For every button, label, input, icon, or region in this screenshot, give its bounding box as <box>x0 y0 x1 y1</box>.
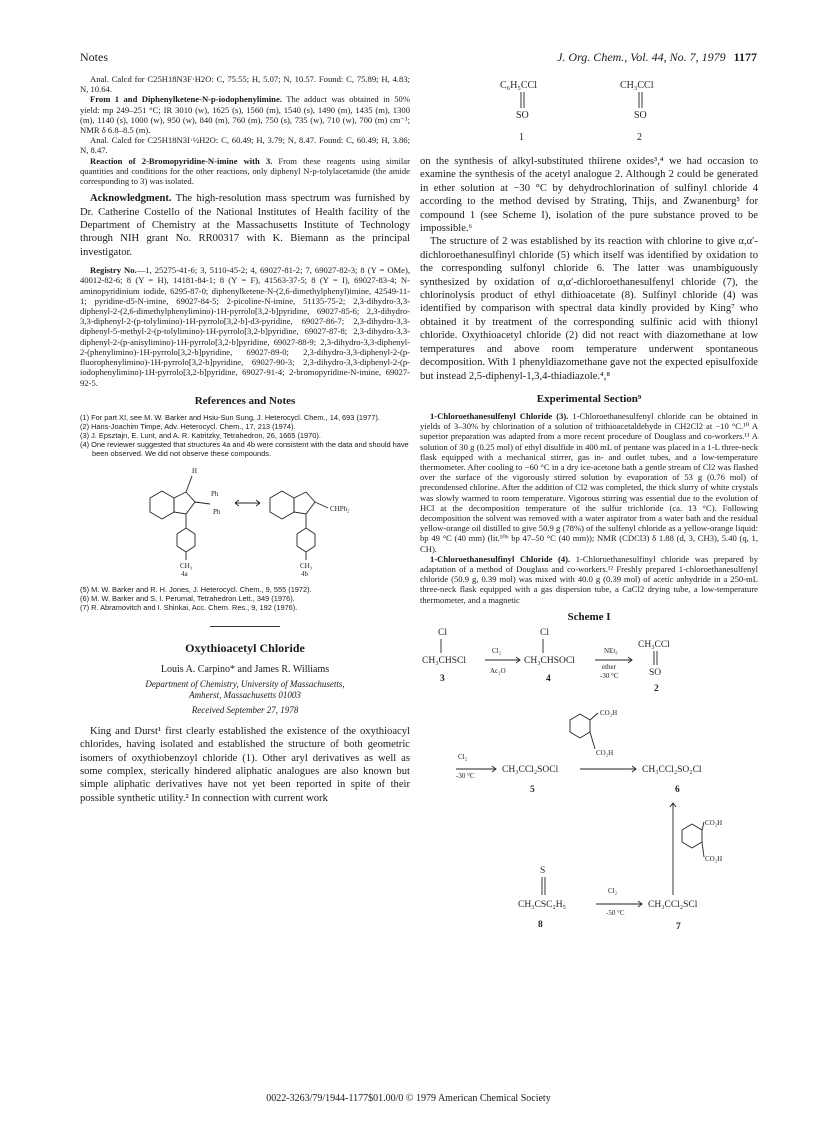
experimental-paragraph-2 <box>420 554 758 605</box>
compound-1-so: SO <box>516 110 529 121</box>
compound-3: CH₃CHSCl <box>422 655 466 666</box>
reagent-temp-1: -30 °C <box>600 671 619 680</box>
acknowledgment <box>80 192 410 259</box>
scheme-1 <box>420 625 758 943</box>
adduct-text: The adduct was obtained in 50% yield: mp 249–251 °C; IR 3010 (w), 1625 (s), 1560 (m), 1540 (s), 1490 (m), 1435 (m), 1300 (m), 1140 (s), 1000 (w), 950 (w), 840 (m), 760 (m), 750 (s), 735 (w), 710 (w), 700 (m) cm⁻¹; NMR δ 6.8–8.5 (m). <box>80 94 410 136</box>
compound-2-so: SO <box>634 110 647 121</box>
reference-item: (6) M. W. Barker and S. I. Perumal, Tetrahedron Lett., 349 (1976). <box>80 593 295 603</box>
right-paragraph-2: The structure of 2 was established by its reaction with chlorine to give α,α′-dichloroethanesulfinyl chloride (5) which itself was identified by oxidation to the corresponding sulfonyl chloride 6. The latter was unambiguously synthesized by oxidation of α,α′-dichloroethanesulfenyl chloride (7), the chlorinolysis product of ethyl dithioacetate (8). Sulfinyl chloride (4) was identified by comparison with spectral data kindly provided by King⁷ who obtained it by treatment of the corresponding sulfinic acid with thionyl chloride. Oxythioacetyl chloride (2) did not react with diazomethane at low temperatures and above room temperature underwent spontaneous decomposition. With 1 phenyldiazomethane gave not the expected episulfoxide but instead 2,5-diphenyl-1,3,4-thiadiazole.⁴,⁸ <box>420 236 758 382</box>
struct-ch3-label: CH₃ <box>300 561 313 570</box>
reference-item: (2) Hans-Joachim Timpe, Adv. Heterocycl. Chem., 17, 213 (1974). <box>80 421 296 431</box>
reagent-cl2-3: Cl₂ <box>608 886 618 895</box>
compound-7: CH₃CCl₂SCl <box>648 899 698 910</box>
reagent-ac2o: Ac₂O <box>490 666 506 675</box>
reaction-heading: Reaction of 2-Bromopyridine-N-imine with 3. <box>90 155 273 166</box>
struct-label-4b: 4b <box>301 569 308 576</box>
scheme-title: Scheme I <box>567 610 611 623</box>
scheme-cl-3: Cl <box>438 627 447 638</box>
struct-h-label: H <box>192 466 198 475</box>
compound-2-scheme: CH₃CCl <box>638 639 670 650</box>
right-column <box>420 74 758 948</box>
phthalic-co2h-3: CO₂H <box>705 818 723 827</box>
reaction-paragraph <box>80 156 410 187</box>
anal-paragraph-2: Anal. Calcd for C25H18N3I·½H2O: C, 60.49; H, 3.79; N, 8.47. Found: C, 60.49; H, 3.86; N, 8.47. <box>80 135 410 156</box>
compound-6: CH₃CCl₂SO₂Cl <box>642 764 702 775</box>
structures-4a-4b <box>80 458 410 576</box>
references-list-2 <box>80 585 410 612</box>
article-authors: Louis A. Carpino* and James R. Williams <box>160 663 330 675</box>
right-paragraph-1: on the synthesis of alkyl-substituted thiirene oxides³,⁴ we had occasion to examine the synthesis of the acetyl analogue 2. Although 2 could be generated in ether solution at −30 °C by dehydrochlorination of sulfinyl chloride 4 according to the method devised by Strating, Thijs, and Zwanenburg⁵ for compound 1 (see Scheme I), isolation of the pure substance proved to be impossible.⁶ <box>420 156 758 235</box>
compound-7-label: 7 <box>676 921 681 932</box>
adduct-heading: From 1 and Diphenylketene-N-p-iodophenylimine. <box>90 94 282 105</box>
compound-5-label: 5 <box>530 784 535 795</box>
experimental-heading-4: 1-Chloroethanesulfinyl Chloride (4). <box>430 553 571 564</box>
adduct-paragraph <box>80 94 410 135</box>
reference-item: (3) J. Epsztajn, E. Lunt, and A. R. Katritzky, Tetrahedron, 26, 1665 (1970). <box>80 430 321 440</box>
references-heading: References and Notes <box>194 394 296 407</box>
anal-paragraph-1: Anal. Calcd for C25H18N3F·H2O: C, 75.55; H, 5.07; N, 10.57. Found: C, 75.89; H, 4.83; N, 10.64. <box>80 74 410 95</box>
article-title: Oxythioacetyl Chloride <box>185 640 305 655</box>
page-number: 1177 <box>733 50 757 64</box>
intro-paragraph: King and Durst¹ first clearly established the existence of the oxythioacyl chlorides, having isolated and established the structure of both geometric isomers of oxythiobenzoyl chloride (1). Other aryl derivatives as well as some complex, sterically hindered aliphatic analogues are also known but simple aliphatic derivatives have not yet been reported in spite of their possible synthetic utility.² In connection with current work <box>80 725 410 804</box>
affiliation-line-2: Amherst, Massachusetts 01003 <box>189 689 301 700</box>
compound-5: CH₃CCl₂SOCl <box>502 764 559 775</box>
compound-8: CH₃CSC₂H₅ <box>518 899 566 910</box>
reagent-cl2: Cl₂ <box>492 646 502 655</box>
reference-item: (5) M. W. Barker and R. H. Jones, J. Heterocycl. Chem., 9, 555 (1972). <box>80 584 312 594</box>
experimental-text-4: 1-Chloroethanesulfinyl chloride was prepared by adaptation of a method of Douglass and co-workers.¹² Freshly prepared 1-chloroethanesulfenyl chloride (50.9 g, 0.39 mol) was mixed with 40.0 g (0.39 mol) of acetic anhydride in a 250-mL three-neck flask equipped with a gas dispersion tube, a CaCl2 drying tube, a low-temperature thermometer, and a magnetic <box>420 553 758 605</box>
compound-4: CH₃CHSOCl <box>524 655 575 666</box>
references-list <box>80 413 410 458</box>
compound-2-formula: CH₃CCl <box>620 80 654 91</box>
page-footer: 0022-3263/79/1944-1177$01.00/0 © 1979 American Chemical Society <box>266 1093 551 1104</box>
affiliation-line-1: Department of Chemistry, University of Massachusetts, <box>145 678 345 689</box>
compound-2-label-scheme: 2 <box>654 683 659 694</box>
struct-ph-label: Ph <box>211 489 219 498</box>
registry-paragraph <box>80 265 410 387</box>
section-divider <box>210 626 280 627</box>
acknowledgment-heading: Acknowledgment. <box>90 193 172 205</box>
compound-3-label: 3 <box>440 673 445 684</box>
reference-item: (1) For part XI, see M. W. Barker and Hsiu-Sun Sung, J. Heterocycl. Chem., 14, 693 (1977). <box>80 412 380 422</box>
phthalic-co2h-2: CO₂H <box>596 748 614 757</box>
journal-citation: J. Org. Chem., Vol. 44, No. 7, 1979 <box>557 50 726 64</box>
reagent-temp-2: -30 °C <box>456 771 475 780</box>
registry-heading: Registry No. <box>90 265 137 276</box>
scheme-s: S <box>540 865 546 876</box>
experimental-text-3: 1-Chloroethanesulfenyl chloride can be obtained in yields of 3–30% by chlorination of a solution of trithioacetaldehyde in CH2Cl2 at −10 °C.¹⁰ A superior preparation was adapted from a more recent procedure of Douglass and co-workers.¹¹ A solution of 30 g (0.25 mol) of ethyl disulfide in 400 mL of pentane was placed in a 1-L three-neck flask equipped with a mechanical stirrer, gas in- and outlet tubes, and a low-temperature thermometer. After cooling to −60 °C in a dry ice-acetone bath a gentle stream of Cl2 was flashed over the surface of the vigorously stirred solution by evaporation of 53 g (0.76 mol) of precondensed chlorine. After the addition of Cl2 was completed, the thick slurry of white crystals was slowly warmed to room temperature. Vigorous stirring was essential due to the evolution of HCl at the decomposition temperature of the sulfur trichloride (ca. 13 °C). Following decomposition the solvent was removed with a water aspirator from a water bath and the residual yellow-orange oil distilled to give 50.9 g (78%) of the sulfenyl chloride as a yellow-orange liquid: bp 49 °C (40 mm) (lit.¹⁰ᵇ bp 47–50 °C (40 mm)); NMR (CDCl3) δ 1.88 (d, 3, CH3), 5.40 (q, 1, CH). <box>420 410 758 554</box>
experimental-heading-3: 1-Chloroethanesulfenyl Chloride (3). <box>430 410 569 421</box>
compound-1-formula: C₆H₅CCl <box>500 80 537 91</box>
struct-chph2-label: CHPh₂ <box>330 504 350 513</box>
reference-item: (7) R. Abramovitch and I. Shinkai, Acc. Chem. Res., 9, 192 (1976). <box>80 602 298 612</box>
phthalic-co2h-1: CO₂H <box>600 708 618 717</box>
running-header-section: Notes <box>80 50 108 64</box>
compound-4-label: 4 <box>546 673 551 684</box>
registry-text: —1, 25275-41-6; 3, 5110-45-2; 4, 69027-81-2; 7, 69027-82-3; 8 (Y = OMe), 40012-82-6; 8 (Y = H), 14181-84-1; 8 (Y = F), 41563-37-5; 8 (Y = I), 69027-83-4; N-aminopyridinium iodide, 6295-87-0; diphenylketene-N-(2,6-dimethylphenyl)imine, 42549-11-1; pyridine-d5-N-imine, 69027-84-5; 2-picoline-N-imine, 51135-75-2; 2,3-dihydro-3,3-diphenyl-2-(2,6-dimethylphenylimino)-1H-pyrrolo[3,2-b]pyridine, 69027-85-6; 2,3-dihydro-3,3-diphenyl-2-(p-tolylimino)-1H-pyrrolo[3,2-b]-d3-pyridine, 69027-86-7; 2,3-dihydro-3,3-diphenyl-5-methyl-2-(p-tolylimino)-1H-pyrrolo[3,2-b]pyridine, 69027-87-8; 2,3-dihydro-3,3-diphenyl-2-(p-anisylimino)-1H-pyrrolo[3,2-b]pyridine, 69027-88-9; 2,3-dihydro-3,3-diphenyl-2-(phenylimino)-1H-pyrrolo[3,2-b]pyridine, 69027-89-0; 2,3-dihydro-3,3-diphenyl-2-(p-fluorophenylimino)-1H-pyrrolo[3,2-b]pyridine, 69027-90-3; 2,3-dihydro-3,3-diphenyl-2-(p-iodophenylimino)-1H-pyrrolo[3,2-b]pyridine, 69027-91-4; 2-bromopyridine-N-imine, 69027-92-5. <box>80 265 410 388</box>
reagent-ether: ether <box>602 662 616 671</box>
experimental-paragraph-1 <box>420 411 758 554</box>
experimental-heading: Experimental Section⁹ <box>536 392 642 405</box>
acknowledgment-text: The high-resolution mass spectrum was furnished by Dr. Catherine Costello of the National Institutes of Health facility of the Department of Chemistry at the Massachusetts Institute of Technology through NIH grant No. RR00317 with K. Biemann as the principal investigator. <box>80 193 410 258</box>
phthalic-co2h-4: CO₂H <box>705 854 723 863</box>
scheme-cl-4: Cl <box>540 627 549 638</box>
left-column <box>80 74 410 805</box>
received-date: Received September 27, 1978 <box>191 704 299 715</box>
compound-6-label: 6 <box>675 784 680 795</box>
compound-8-label: 8 <box>538 919 543 930</box>
reaction-text: From these reagents using similar quantities and conditions for the other reactions, only diphenyl N-p-tolylacetamide (the amide corresponding to 3) was isolated. <box>80 155 410 187</box>
compound-2-label: 2 <box>637 132 642 143</box>
struct-label-4a: 4a <box>181 569 188 576</box>
reference-item: (4) One reviewer suggested that structures 4a and 4b were consistent with the data and should have been observed. We did not observe these compounds. <box>80 439 409 458</box>
reagent-temp-3: -50 °C <box>606 908 625 917</box>
running-header-journal <box>557 50 757 65</box>
struct-ch3-label: CH₃ <box>180 561 193 570</box>
compound-1-label: 1 <box>519 132 524 143</box>
compound-2-so-scheme: SO <box>649 667 662 678</box>
reagent-net3: NEt₃ <box>604 646 618 655</box>
compounds-1-2 <box>420 74 758 150</box>
reagent-cl2-2: Cl₂ <box>458 752 468 761</box>
struct-ph-label: Ph <box>213 507 221 516</box>
